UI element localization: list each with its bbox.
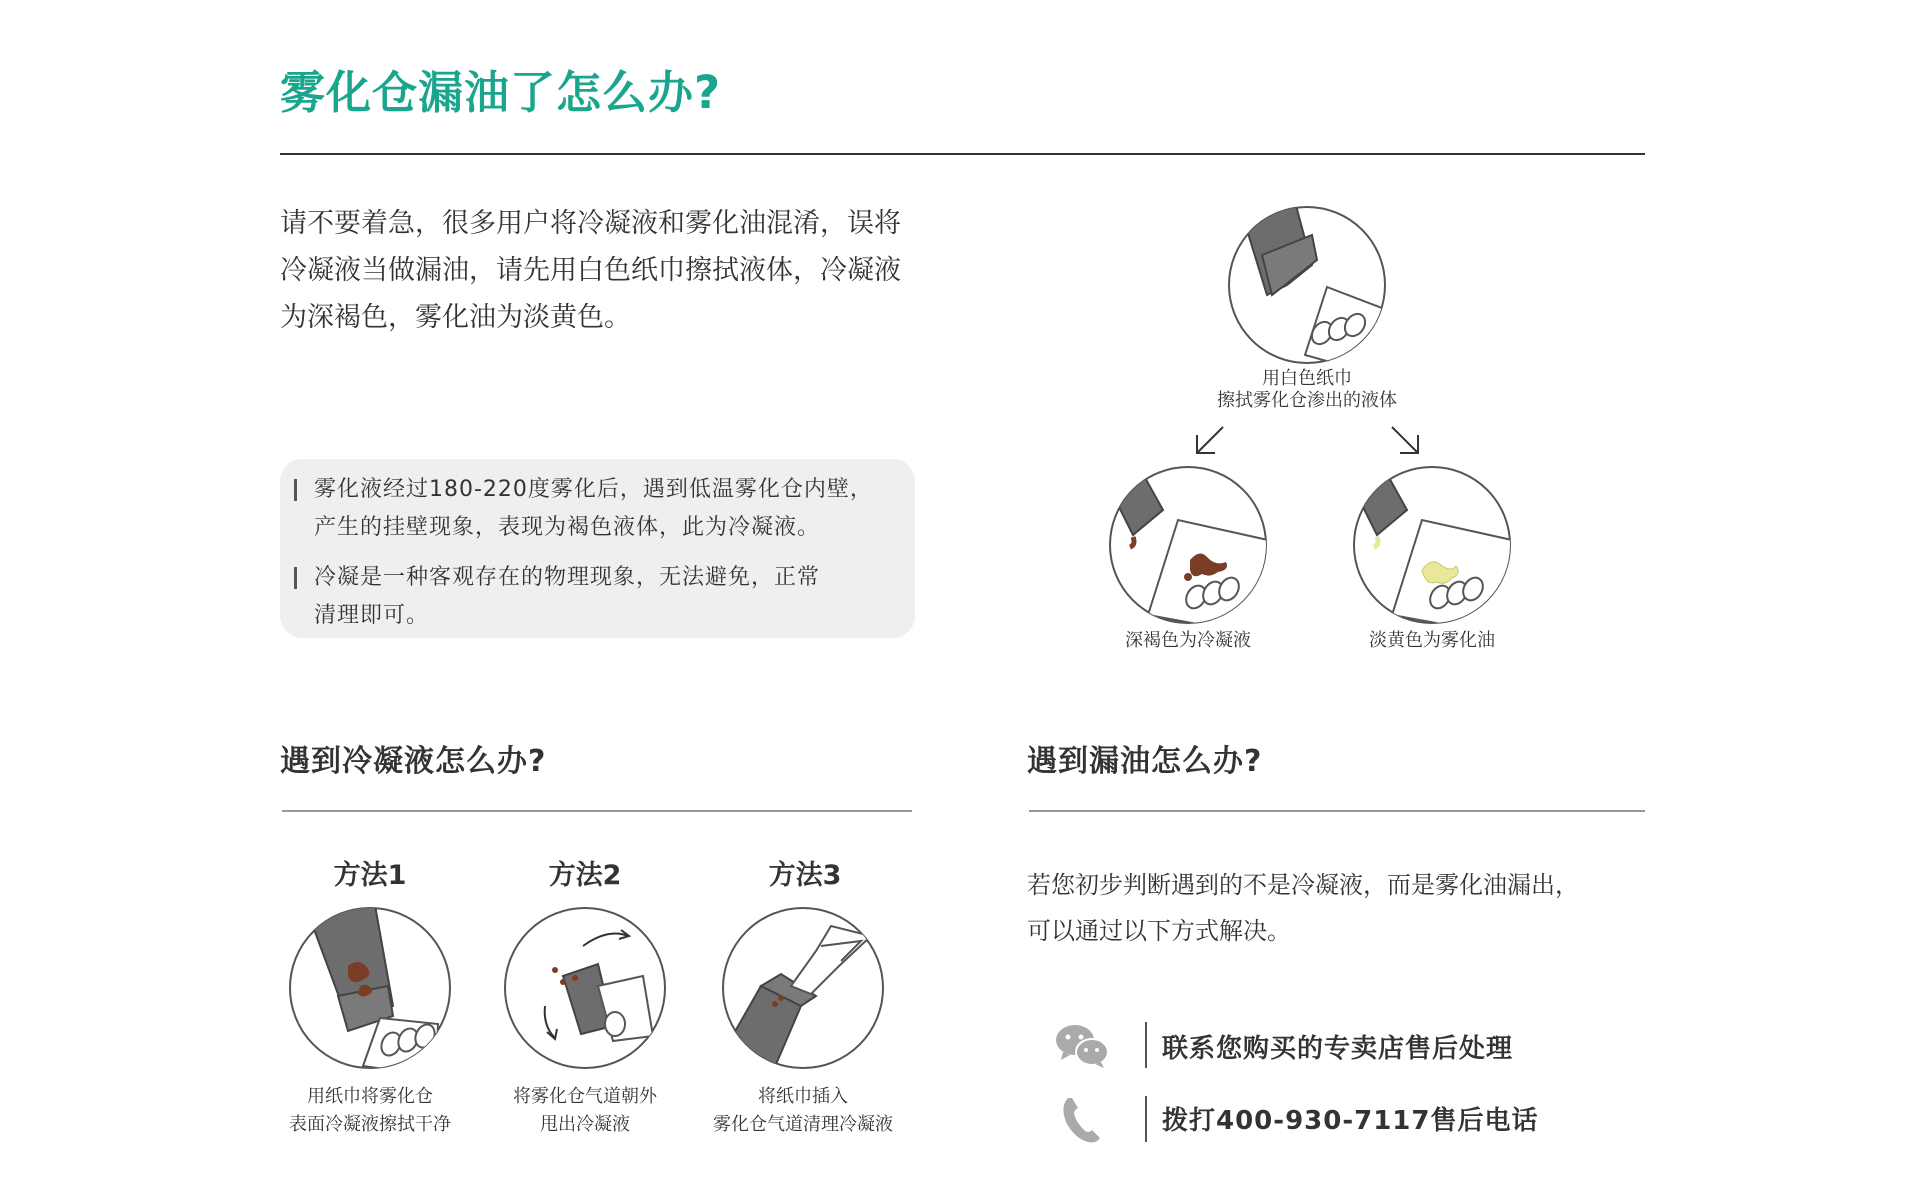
leak-line: 可以通过以下方式解决。	[1027, 917, 1291, 945]
note-paragraph-1	[294, 471, 873, 547]
arrow-down-right-icon	[1390, 425, 1422, 457]
wipe-illustration	[1227, 205, 1387, 365]
note-line: 产生的挂壁现象，表现为褐色液体，此为冷凝液。	[314, 515, 821, 540]
diagram-left-caption: 深褐色为冷凝液	[1125, 630, 1251, 651]
note-paragraph-2	[294, 559, 820, 635]
arrow-down-left-icon	[1193, 425, 1225, 457]
leak-paragraph	[1027, 862, 1667, 954]
note-line: 冷凝是一种客观存在的物理现象，无法避免，正常	[314, 565, 821, 590]
method-3-caption	[693, 1083, 913, 1139]
note-bar	[294, 479, 297, 501]
method-1-title: 方法1	[333, 860, 407, 891]
intro-line: 冷凝液当做漏油，请先用白色纸巾擦拭液体，冷凝液	[280, 255, 901, 286]
caption-line: 将纸巾插入	[758, 1086, 848, 1107]
caption-line: 将雾化仓气道朝外	[513, 1086, 657, 1107]
method-3-title: 方法3	[768, 860, 842, 891]
condensate-stain-illustration	[1108, 465, 1268, 625]
intro-line: 为深褐色，雾化油为淡黄色。	[280, 302, 631, 333]
caption-line: 用纸巾将雾化仓	[307, 1086, 433, 1107]
diagram-right-caption: 淡黄色为雾化油	[1369, 630, 1495, 651]
leak-line: 若您初步判断遇到的不是冷凝液，而是雾化油漏出，	[1027, 871, 1579, 899]
condensate-note-box	[280, 459, 915, 638]
method-3-illustration	[721, 906, 885, 1070]
note-bar	[294, 567, 297, 589]
caption-line: 甩出冷凝液	[540, 1114, 630, 1135]
diagram-top-caption	[1140, 368, 1474, 412]
leak-heading: 遇到漏油怎么办?	[1027, 744, 1263, 779]
phone-icon	[1062, 1094, 1106, 1144]
condensate-heading: 遇到冷凝液怎么办?	[280, 744, 547, 779]
contact-phone-label: 拨打400-930-7117售后电话	[1162, 1106, 1539, 1136]
leak-divider	[1029, 810, 1645, 812]
note-line: 清理即可。	[314, 603, 430, 628]
contact-divider	[1145, 1022, 1147, 1068]
caption-line: 擦拭雾化仓渗出的液体	[1217, 390, 1397, 411]
contact-store-label: 联系您购买的专卖店售后处理	[1162, 1034, 1514, 1064]
note-line: 雾化液经过180-220度雾化后，遇到低温雾化仓内壁，	[314, 477, 873, 502]
oil-stain-illustration	[1352, 465, 1512, 625]
intro-paragraph	[280, 200, 940, 341]
method-2-illustration	[503, 906, 667, 1070]
contact-divider	[1145, 1096, 1147, 1142]
method-1-illustration	[288, 906, 452, 1070]
wechat-icon	[1055, 1022, 1109, 1068]
method-2-title: 方法2	[548, 860, 622, 891]
title-divider	[280, 153, 1645, 155]
intro-line: 请不要着急，很多用户将冷凝液和雾化油混淆，误将	[280, 208, 901, 239]
page-title: 雾化仓漏油了怎么办?	[280, 66, 722, 119]
caption-line: 表面冷凝液擦拭干净	[289, 1114, 451, 1135]
method-2-caption	[485, 1083, 685, 1139]
condensate-divider	[282, 810, 912, 812]
caption-line: 用白色纸巾	[1262, 368, 1352, 389]
caption-line: 雾化仓气道清理冷凝液	[713, 1114, 893, 1135]
method-1-caption	[270, 1083, 470, 1139]
